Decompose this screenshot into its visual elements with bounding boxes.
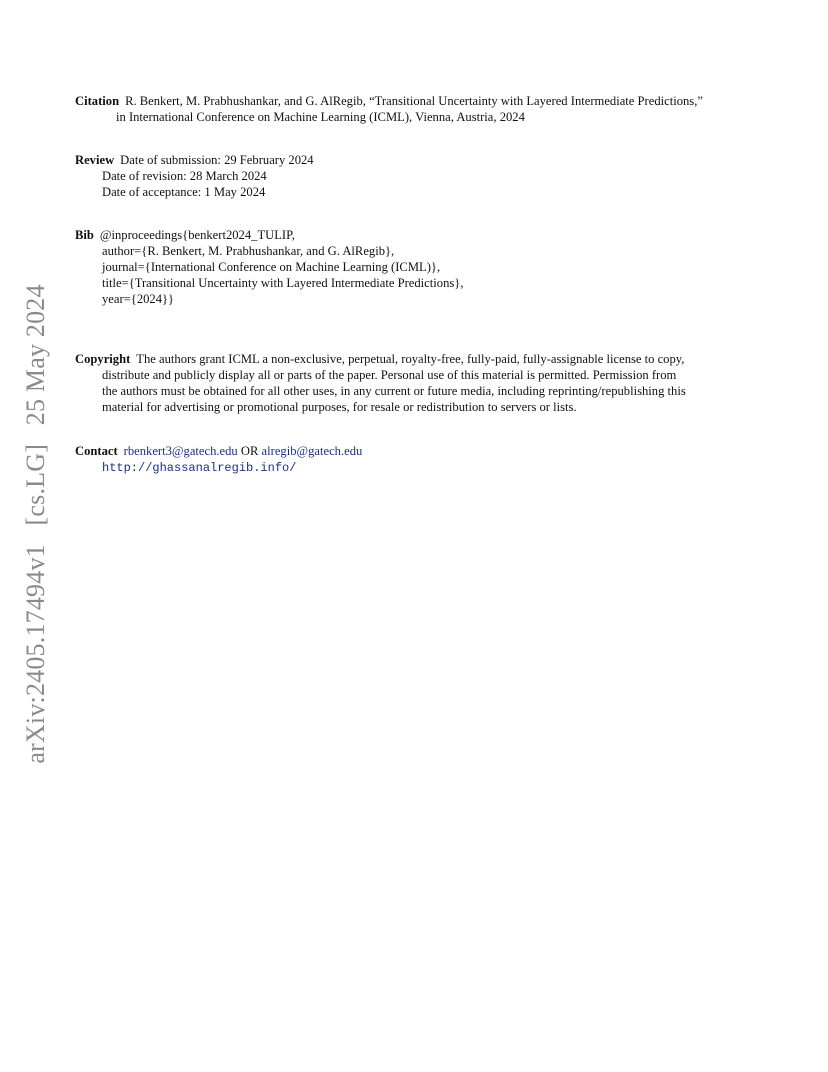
bib-line-2: author={R. Benkert, M. Prabhushankar, and G. AlRegib}, bbox=[102, 244, 395, 258]
arxiv-date: 25 May 2024 bbox=[21, 284, 50, 426]
contact-label: Contact bbox=[75, 444, 118, 458]
bib-section bbox=[75, 227, 745, 307]
copyright-section bbox=[75, 351, 745, 415]
review-submission: Date of submission: 29 February 2024 bbox=[120, 153, 314, 167]
arxiv-stamp bbox=[21, 272, 51, 763]
arxiv-category: [cs.LG] bbox=[21, 443, 50, 526]
copyright-label: Copyright bbox=[75, 352, 131, 366]
contact-email-2-link[interactable]: alregib@gatech.edu bbox=[261, 444, 363, 458]
copyright-line-3: the authors must be obtained for all other uses, in any current or future media, including reprinting/republishing this bbox=[102, 384, 686, 398]
bib-line-1: @inproceedings{benkert2024_TULIP, bbox=[99, 228, 295, 242]
bib-line-4: title={Transitional Uncertainty with Layered Intermediate Predictions}, bbox=[102, 276, 464, 290]
bib-label: Bib bbox=[75, 228, 94, 242]
review-label: Review bbox=[75, 153, 115, 167]
contact-separator: OR bbox=[240, 444, 259, 458]
copyright-line-2: distribute and publicly display all or parts of the paper. Personal use of this material is permitted. Permission from bbox=[102, 368, 677, 382]
citation-line-1: R. Benkert, M. Prabhushankar, and G. AlRegib, “Transitional Uncertainty with Layered Intermediate Predictions,” bbox=[125, 94, 703, 108]
review-section bbox=[75, 152, 745, 200]
bib-line-3: journal={International Conference on Machine Learning (ICML)}, bbox=[102, 260, 441, 274]
review-revision: Date of revision: 28 March 2024 bbox=[102, 169, 267, 183]
copyright-line-4: material for advertising or promotional purposes, for resale or redistribution to servers or lists. bbox=[102, 400, 577, 414]
contact-email-1-link[interactable]: rbenkert3@gatech.edu bbox=[123, 444, 238, 458]
citation-label: Citation bbox=[75, 94, 120, 108]
citation-line-2: in International Conference on Machine Learning (ICML), Vienna, Austria, 2024 bbox=[116, 110, 525, 124]
contact-website-link[interactable]: http://ghassanalregib.info/ bbox=[102, 461, 297, 475]
review-acceptance: Date of acceptance: 1 May 2024 bbox=[102, 185, 266, 199]
copyright-line-1: The authors grant ICML a non-exclusive, perpetual, royalty-free, fully-paid, fully-assignable license to copy, bbox=[136, 352, 685, 366]
arxiv-id: arXiv:2405.17494v1 bbox=[21, 544, 50, 764]
contact-section bbox=[75, 443, 745, 476]
bib-line-5: year={2024}} bbox=[102, 292, 175, 306]
citation-section bbox=[75, 93, 745, 125]
